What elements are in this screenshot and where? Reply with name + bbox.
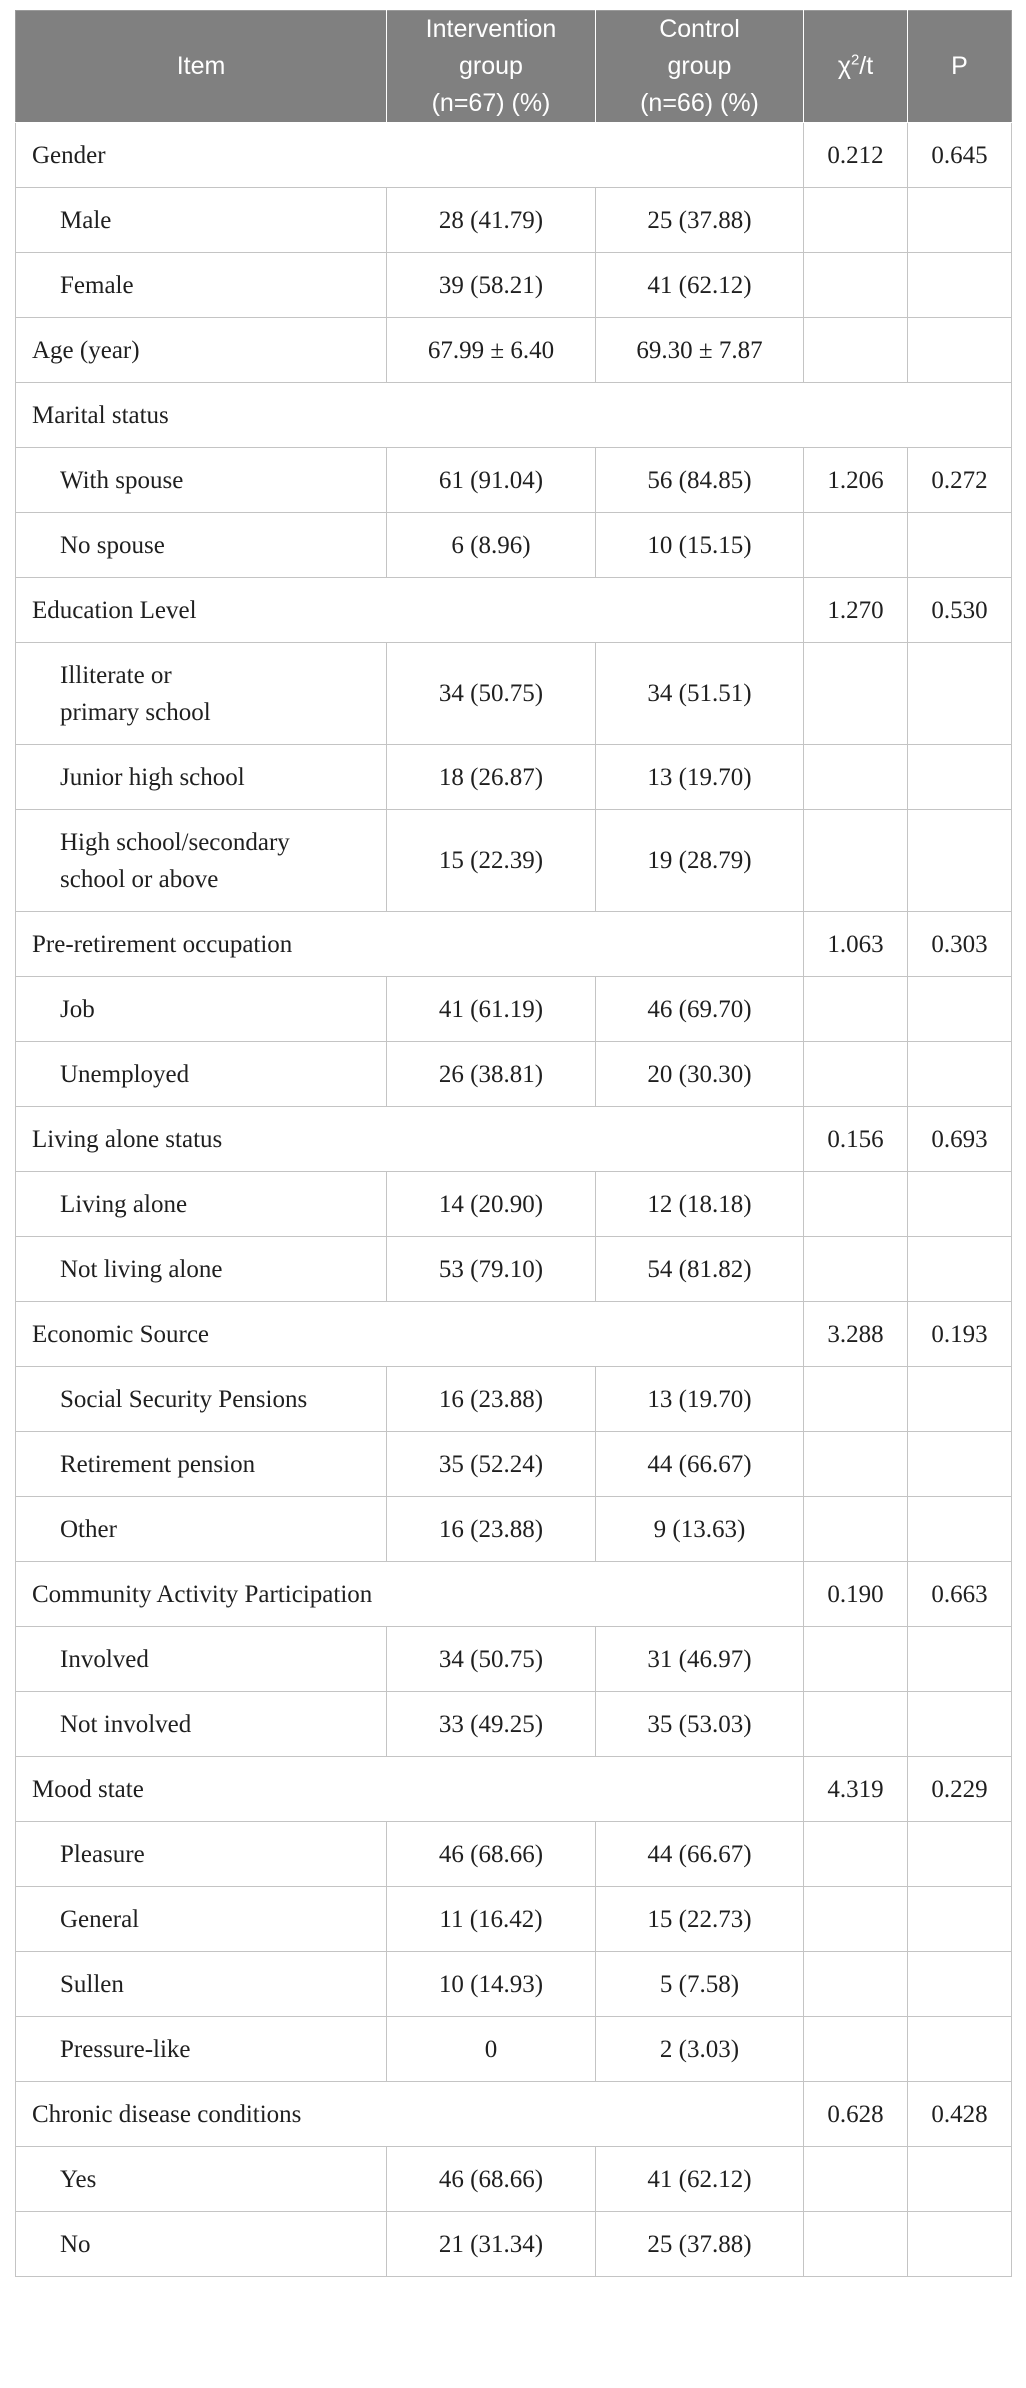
item-label-line: school or above bbox=[60, 865, 219, 893]
control-value: 12 (18.18) bbox=[596, 1172, 804, 1237]
control-value: 54 (81.82) bbox=[596, 1237, 804, 1302]
chi-square-t-value bbox=[804, 188, 908, 253]
p-value: 0.693 bbox=[908, 1107, 1012, 1172]
sub-item-label: Female bbox=[16, 253, 387, 318]
table-row bbox=[16, 578, 1012, 643]
p-value: 0.272 bbox=[908, 448, 1012, 513]
p-value: 0.303 bbox=[908, 912, 1012, 977]
p-value bbox=[908, 1432, 1012, 1497]
control-value: 13 (19.70) bbox=[596, 1367, 804, 1432]
chi-square-t-value bbox=[804, 1237, 908, 1302]
sub-item-label: Unemployed bbox=[16, 1042, 387, 1107]
item-label-line: High school/secondary bbox=[60, 828, 290, 856]
table-row bbox=[16, 1367, 1012, 1432]
sub-item-label: Pressure-like bbox=[16, 2017, 387, 2082]
chi-square-t-value bbox=[804, 745, 908, 810]
p-value bbox=[908, 643, 1012, 745]
control-value: 41 (62.12) bbox=[596, 2147, 804, 2212]
category-label: Economic Source bbox=[16, 1302, 804, 1367]
sub-item-label: Junior high school bbox=[16, 745, 387, 810]
chi-square-t-value bbox=[804, 1952, 908, 2017]
table-row bbox=[16, 1757, 1012, 1822]
header-control-group bbox=[596, 11, 804, 123]
sub-item-label: Male bbox=[16, 188, 387, 253]
intervention-value: 34 (50.75) bbox=[387, 1627, 596, 1692]
header-intervention-line: group bbox=[459, 52, 523, 80]
item-label-line: Illiterate or bbox=[60, 661, 172, 689]
control-value: 25 (37.88) bbox=[596, 2212, 804, 2277]
intervention-value: 14 (20.90) bbox=[387, 1172, 596, 1237]
intervention-value: 16 (23.88) bbox=[387, 1367, 596, 1432]
chi-square-t-value bbox=[804, 2017, 908, 2082]
table-row bbox=[16, 745, 1012, 810]
header-p-value bbox=[908, 11, 1012, 123]
table-body bbox=[16, 123, 1012, 2277]
control-value: 2 (3.03) bbox=[596, 2017, 804, 2082]
intervention-value: 53 (79.10) bbox=[387, 1237, 596, 1302]
table-row bbox=[16, 1952, 1012, 2017]
intervention-value: 21 (31.34) bbox=[387, 2212, 596, 2277]
p-value bbox=[908, 1172, 1012, 1237]
intervention-value: 6 (8.96) bbox=[387, 513, 596, 578]
chi-square-t-value bbox=[804, 513, 908, 578]
p-value bbox=[908, 513, 1012, 578]
header-p-label: P bbox=[951, 52, 968, 80]
table-row bbox=[16, 513, 1012, 578]
intervention-value: 46 (68.66) bbox=[387, 1822, 596, 1887]
table-row bbox=[16, 1887, 1012, 1952]
chi-square-t-value bbox=[804, 1432, 908, 1497]
header-control-line: Control bbox=[659, 15, 740, 43]
chi-square-t-value: 0.190 bbox=[804, 1562, 908, 1627]
table-row bbox=[16, 912, 1012, 977]
sub-item-label: Social Security Pensions bbox=[16, 1367, 387, 1432]
table-row bbox=[16, 1042, 1012, 1107]
chi-square-t-value bbox=[804, 977, 908, 1042]
table-row bbox=[16, 1497, 1012, 1562]
sub-item-label: Other bbox=[16, 1497, 387, 1562]
sub-item-label bbox=[16, 643, 387, 745]
sub-item-label: Pleasure bbox=[16, 1822, 387, 1887]
header-intervention-group bbox=[387, 11, 596, 123]
control-value: 20 (30.30) bbox=[596, 1042, 804, 1107]
table-row bbox=[16, 1432, 1012, 1497]
table-row bbox=[16, 1172, 1012, 1237]
sub-item-label: Not living alone bbox=[16, 1237, 387, 1302]
chi-square-t-value bbox=[804, 2147, 908, 2212]
intervention-value: 41 (61.19) bbox=[387, 977, 596, 1042]
intervention-value: 18 (26.87) bbox=[387, 745, 596, 810]
header-item bbox=[16, 11, 387, 123]
control-value: 44 (66.67) bbox=[596, 1432, 804, 1497]
p-value bbox=[908, 1692, 1012, 1757]
chi-square-t-value bbox=[804, 1367, 908, 1432]
p-value bbox=[908, 977, 1012, 1042]
chi-square-t-value bbox=[804, 810, 908, 912]
chi-square-t-value: 0.212 bbox=[804, 123, 908, 188]
sub-item-label bbox=[16, 810, 387, 912]
p-value: 0.428 bbox=[908, 2082, 1012, 2147]
sub-item-label: No bbox=[16, 2212, 387, 2277]
chi-square-t-value: 1.206 bbox=[804, 448, 908, 513]
table-row bbox=[16, 810, 1012, 912]
header-row bbox=[16, 11, 1012, 123]
control-value: 34 (51.51) bbox=[596, 643, 804, 745]
table-row bbox=[16, 253, 1012, 318]
table-row bbox=[16, 1302, 1012, 1367]
intervention-value: 39 (58.21) bbox=[387, 253, 596, 318]
p-value: 0.645 bbox=[908, 123, 1012, 188]
p-value bbox=[908, 1497, 1012, 1562]
p-value bbox=[908, 1367, 1012, 1432]
control-value: 15 (22.73) bbox=[596, 1887, 804, 1952]
p-value bbox=[908, 2147, 1012, 2212]
intervention-value: 34 (50.75) bbox=[387, 643, 596, 745]
p-value bbox=[908, 253, 1012, 318]
table-row bbox=[16, 2212, 1012, 2277]
category-label: Marital status bbox=[16, 383, 1012, 448]
p-value bbox=[908, 1822, 1012, 1887]
sub-item-label: Not involved bbox=[16, 1692, 387, 1757]
p-value bbox=[908, 1042, 1012, 1107]
header-item-label: Item bbox=[176, 52, 226, 80]
table-row bbox=[16, 448, 1012, 513]
p-value: 0.530 bbox=[908, 578, 1012, 643]
control-value: 19 (28.79) bbox=[596, 810, 804, 912]
table-row bbox=[16, 2082, 1012, 2147]
chi-square-t-value bbox=[804, 1627, 908, 1692]
sub-item-label: No spouse bbox=[16, 513, 387, 578]
category-label: Chronic disease conditions bbox=[16, 2082, 804, 2147]
category-label: Mood state bbox=[16, 1757, 804, 1822]
header-intervention-line: Intervention bbox=[425, 15, 557, 43]
p-value bbox=[908, 745, 1012, 810]
sub-item-label: Involved bbox=[16, 1627, 387, 1692]
category-label: Gender bbox=[16, 123, 804, 188]
p-value bbox=[908, 1237, 1012, 1302]
control-value: 31 (46.97) bbox=[596, 1627, 804, 1692]
intervention-value: 0 bbox=[387, 2017, 596, 2082]
chi-square-t-value bbox=[804, 1497, 908, 1562]
chi-square-t-value: 0.156 bbox=[804, 1107, 908, 1172]
p-value bbox=[908, 318, 1012, 383]
control-value: 41 (62.12) bbox=[596, 253, 804, 318]
intervention-value: 28 (41.79) bbox=[387, 188, 596, 253]
intervention-value: 33 (49.25) bbox=[387, 1692, 596, 1757]
sub-item-label: Retirement pension bbox=[16, 1432, 387, 1497]
table-row bbox=[16, 977, 1012, 1042]
table-row bbox=[16, 188, 1012, 253]
header-chi-square-t bbox=[804, 11, 908, 123]
p-value: 0.193 bbox=[908, 1302, 1012, 1367]
chi-square-t-value: 4.319 bbox=[804, 1757, 908, 1822]
intervention-value: 15 (22.39) bbox=[387, 810, 596, 912]
sub-item-label: Job bbox=[16, 977, 387, 1042]
control-value: 25 (37.88) bbox=[596, 188, 804, 253]
p-value bbox=[908, 1952, 1012, 2017]
header-stat-superscript: 2 bbox=[850, 51, 860, 69]
intervention-value: 67.99 ± 6.40 bbox=[387, 318, 596, 383]
intervention-value: 61 (91.04) bbox=[387, 448, 596, 513]
intervention-value: 16 (23.88) bbox=[387, 1497, 596, 1562]
chi-square-t-value: 1.270 bbox=[804, 578, 908, 643]
control-value: 69.30 ± 7.87 bbox=[596, 318, 804, 383]
category-label: Age (year) bbox=[16, 318, 387, 383]
table-row bbox=[16, 643, 1012, 745]
control-value: 44 (66.67) bbox=[596, 1822, 804, 1887]
table-row bbox=[16, 123, 1012, 188]
category-label: Education Level bbox=[16, 578, 804, 643]
table-row bbox=[16, 1627, 1012, 1692]
header-stat-base: χ bbox=[837, 52, 851, 80]
intervention-value: 26 (38.81) bbox=[387, 1042, 596, 1107]
sub-item-label: With spouse bbox=[16, 448, 387, 513]
item-label-line: primary school bbox=[60, 698, 211, 726]
header-stat-tail: /t bbox=[859, 52, 874, 80]
chi-square-t-value bbox=[804, 1692, 908, 1757]
table-row bbox=[16, 383, 1012, 448]
sub-item-label: Yes bbox=[16, 2147, 387, 2212]
table-row bbox=[16, 1562, 1012, 1627]
p-value: 0.229 bbox=[908, 1757, 1012, 1822]
p-value bbox=[908, 2212, 1012, 2277]
table-row bbox=[16, 1822, 1012, 1887]
p-value bbox=[908, 1887, 1012, 1952]
chi-square-t-value bbox=[804, 1887, 908, 1952]
intervention-value: 46 (68.66) bbox=[387, 2147, 596, 2212]
table-row bbox=[16, 1237, 1012, 1302]
sub-item-label: Living alone bbox=[16, 1172, 387, 1237]
p-value: 0.663 bbox=[908, 1562, 1012, 1627]
chi-square-t-value bbox=[804, 1822, 908, 1887]
category-label: Community Activity Participation bbox=[16, 1562, 804, 1627]
chi-square-t-value: 1.063 bbox=[804, 912, 908, 977]
chi-square-t-value bbox=[804, 253, 908, 318]
header-control-line: (n=66) (%) bbox=[640, 89, 759, 117]
category-label: Living alone status bbox=[16, 1107, 804, 1172]
p-value bbox=[908, 810, 1012, 912]
table-row bbox=[16, 2017, 1012, 2082]
control-value: 35 (53.03) bbox=[596, 1692, 804, 1757]
chi-square-t-value bbox=[804, 1172, 908, 1237]
p-value bbox=[908, 2017, 1012, 2082]
chi-square-t-value bbox=[804, 1042, 908, 1107]
chi-square-t-value bbox=[804, 2212, 908, 2277]
control-value: 10 (15.15) bbox=[596, 513, 804, 578]
control-value: 5 (7.58) bbox=[596, 1952, 804, 2017]
table-header bbox=[16, 11, 1012, 123]
p-value bbox=[908, 188, 1012, 253]
table-row bbox=[16, 1107, 1012, 1172]
category-label: Pre-retirement occupation bbox=[16, 912, 804, 977]
p-value bbox=[908, 1627, 1012, 1692]
chi-square-t-value bbox=[804, 643, 908, 745]
chi-square-t-value: 0.628 bbox=[804, 2082, 908, 2147]
table-row bbox=[16, 1692, 1012, 1757]
header-control-line: group bbox=[667, 52, 732, 80]
sub-item-label: General bbox=[16, 1887, 387, 1952]
intervention-value: 35 (52.24) bbox=[387, 1432, 596, 1497]
sub-item-label: Sullen bbox=[16, 1952, 387, 2017]
table-row bbox=[16, 318, 1012, 383]
chi-square-t-value: 3.288 bbox=[804, 1302, 908, 1367]
table-row bbox=[16, 2147, 1012, 2212]
control-value: 46 (69.70) bbox=[596, 977, 804, 1042]
control-value: 13 (19.70) bbox=[596, 745, 804, 810]
intervention-value: 10 (14.93) bbox=[387, 1952, 596, 2017]
header-intervention-line: (n=67) (%) bbox=[431, 89, 551, 117]
control-value: 56 (84.85) bbox=[596, 448, 804, 513]
baseline-characteristics-table bbox=[15, 10, 1012, 2277]
intervention-value: 11 (16.42) bbox=[387, 1887, 596, 1952]
chi-square-t-value bbox=[804, 318, 908, 383]
control-value: 9 (13.63) bbox=[596, 1497, 804, 1562]
